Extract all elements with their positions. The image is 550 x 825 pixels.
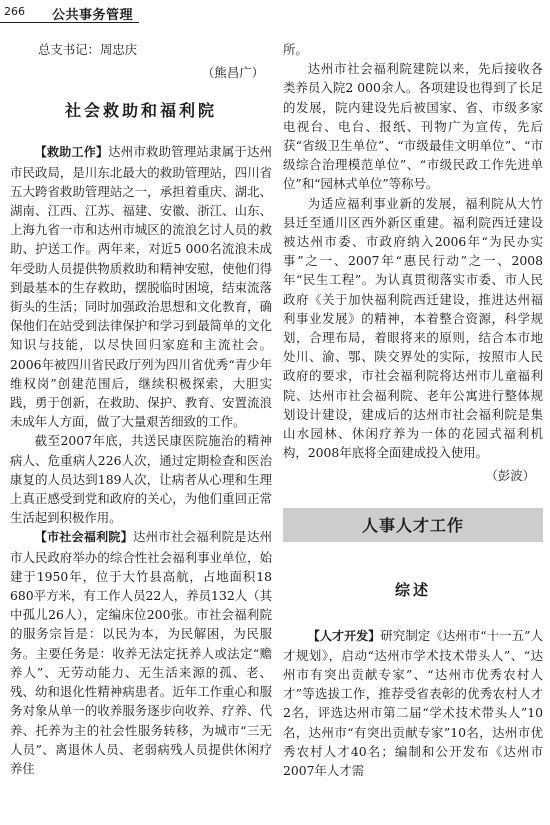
paragraph-text: 达州市社会福利院是达州市人民政府举办的综合性社会福利事业单位，始建于1950年，位于大竹县高航，占地面积18 680平方米，有工作人员22人，养员132人（其中孤儿26人），定编床位200张。市社会福利院的服务宗旨是：以民为本，为民解困，为民服务。主要任务是：收养无法定抚养人或法定“赡养人”、无劳动能力、无生活来源的孤、老、残、幼和退化性精神病患者。近年工作重心和服务对象从单一的收养服务逐步向收养、疗养、代养、托养为主的社会性服务转移，为城市“三无人员”、离退休人员、老弱病残人员提供休闲疗养住 xyxy=(10,529,272,776)
book-title: 公共事务管理 xyxy=(52,8,134,23)
paragraph-talent-development xyxy=(283,626,543,781)
paragraph-rescue-work xyxy=(10,142,272,431)
paragraph-tag: 【市社会福利院】 xyxy=(34,530,133,545)
paragraph-continuation: 所。 xyxy=(283,42,308,57)
paragraph-relocation: 为适应福利事业新的发展，福利院从大竹县迁至通川区西外新区重建。福利院西迁建设被达州市委、市政府纳入2006年“为民办实事”之一、2007年“惠民行动”之一、2008年“民生工程”。为认真贯彻落实市委、市人民政府《关于加快福利院西迁建设，推进达州福利事业发展》的精神，本着整合资源，科学规划，合理布局，着眼将来的原则，结合本市地处川、渝、鄂、陕交界处的实际，按照市人民政府的要求，市社会福利院将达州市儿童福利院、达州市社会福利院、老年公寓进行整体规划设计建设，建成后的达州市社会福利院是集山水园林、休闲疗养为一体的花园式福利机构，2008年底将全面建成投入使用。 xyxy=(283,195,543,461)
section-title: 社会救助和福利院 xyxy=(64,101,217,121)
author-credit: （彭波） xyxy=(485,468,535,484)
paragraph-text: 研究制定《达州市“十一五”人才规划》，启动“达州市学术技术带头人”、“达州市有突出贡献专家”、“达州市优秀农村人才”等选拔工作，推荐受省表彰的优秀农村人才2名，评选达州市第二届“学术技术带头人”10名，达州市“有突出贡献专家”10名，达州市优秀农村人才40名；编制和公开发布《达州市2007年人才需 xyxy=(283,627,543,779)
chapter-banner xyxy=(283,508,543,542)
page-header xyxy=(0,0,550,26)
paragraph-achievements: 达州市社会福利院建院以来，先后接收各类养员入院2 000余人。各项建设也得到了长足的发展，院内建设先后被国家、省、市级多家电视台、电台、报纸、刊物广为宣传，先后获“省级卫生单位”、“市级最佳文明单位”、“市级综合治理模范单位”、“市级民政工作先进单位”和“园林式单位”等称号。 xyxy=(283,61,543,192)
paragraph-statistics: 截至2007年底，共送民康医院施治的精神病人、危重病人226人次，通过定期检查和医治康复的人员达到189人次，让病者从心理和生理上真正感受到党和政府的关心，为他们重回正常生活起到积极作用。 xyxy=(10,433,272,526)
chapter-title: 人事人才工作 xyxy=(361,516,464,536)
page-number: 266 xyxy=(4,5,25,18)
editor-line: 总支书记：周忠庆 xyxy=(38,42,138,57)
paragraph-tag: 【救助工作】 xyxy=(34,145,109,160)
paragraph-text: 达州市救助管理站隶属于达州市民政局，是川东北最大的救助管理站，四川省五大跨省救助管理站之一，承担着重庆、湖北、湖南、江西、江苏、福建、安徽、浙江、山东、上海九省一市和达州市城区的流浪乞讨人员的救助、护送工作。两年来，对近5 000名流浪未成年受助人员提供物质救助和精神安慰，使他们得到最基本的生存救助，摆脱临时困境，结束流落街头的生活；同时加强政治思想和文化教育，确保他们在站受到法律保护和学习到最简单的文化知识与技能，以尽快回归家庭和主流社会。2006年被四川省民政厅列为四川省优秀“青少年维权岗”创建范围后，继续积极探索，大胆实践，勇于创新，在救助、保护、教育、安置流浪未成年人方面，做了大量艰苦细致的工作。 xyxy=(10,144,272,430)
paragraph-tag: 【人才开发】 xyxy=(307,628,381,643)
author-credit: （熊昌广） xyxy=(202,65,264,81)
header-rule xyxy=(0,22,139,23)
subsection-title: 综述 xyxy=(394,580,431,599)
right-column xyxy=(283,40,543,780)
left-column xyxy=(10,40,272,778)
paragraph-welfare-home xyxy=(10,527,272,778)
